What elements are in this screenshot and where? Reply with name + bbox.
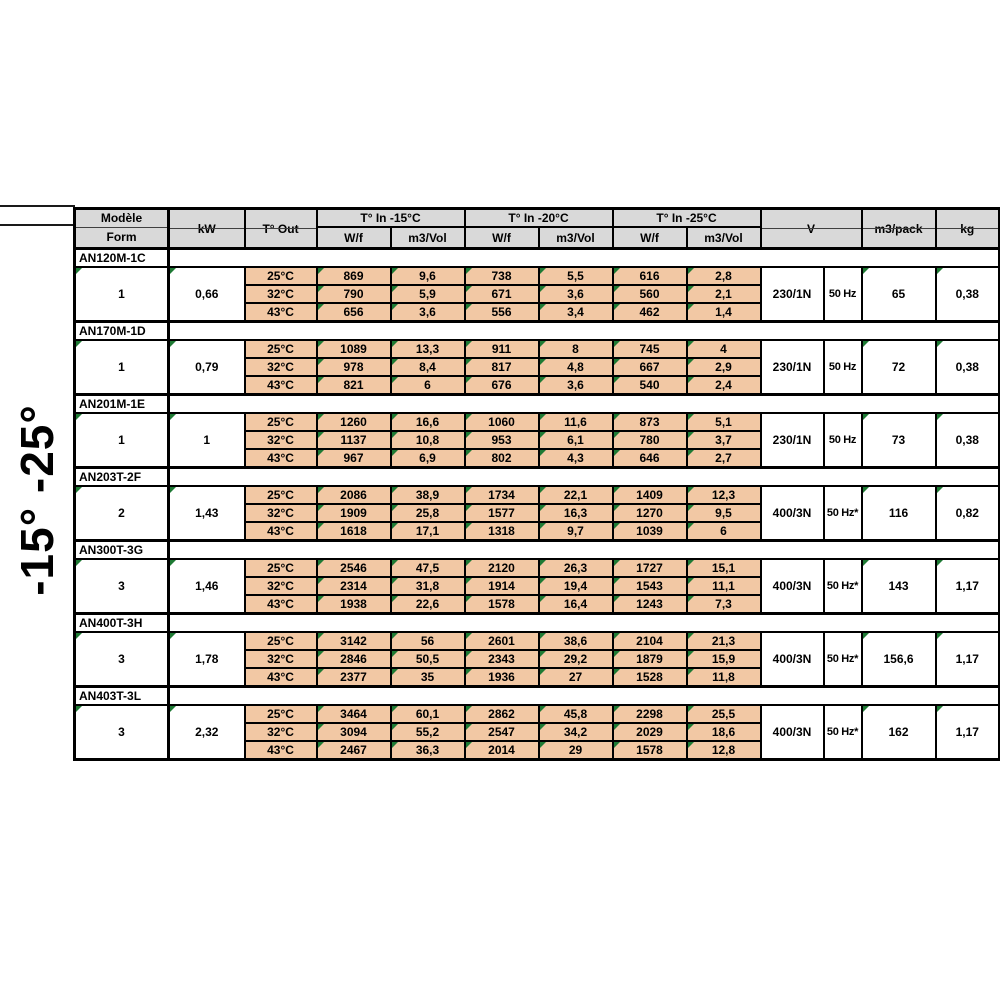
m3pack-cell: 72 xyxy=(862,340,936,395)
value-cell: 738 xyxy=(465,267,539,285)
t-out-cell: 43°C xyxy=(245,303,317,322)
value-cell: 978 xyxy=(317,358,391,376)
data-row xyxy=(75,340,1000,358)
m3pack-cell: 65 xyxy=(862,267,936,322)
value-cell: 18,6 xyxy=(687,723,761,741)
data-row xyxy=(75,632,1000,650)
value-cell: 3,7 xyxy=(687,431,761,449)
value-cell: 1318 xyxy=(465,522,539,541)
value-cell: 2467 xyxy=(317,741,391,760)
value-cell: 6 xyxy=(391,376,465,395)
model-name-filler xyxy=(169,687,1000,706)
t-out-cell: 25°C xyxy=(245,486,317,504)
value-cell: 1578 xyxy=(465,595,539,614)
value-cell: 790 xyxy=(317,285,391,303)
t-out-cell: 32°C xyxy=(245,650,317,668)
value-cell: 35 xyxy=(391,668,465,687)
value-cell: 38,9 xyxy=(391,486,465,504)
value-cell: 3094 xyxy=(317,723,391,741)
value-cell: 3,6 xyxy=(391,303,465,322)
model-name-cell: AN203T-2F xyxy=(75,468,169,487)
model-section xyxy=(75,614,1000,687)
frequency-cell: 50 Hz* xyxy=(824,705,862,760)
m3pack-cell: 73 xyxy=(862,413,936,468)
t-out-cell: 25°C xyxy=(245,559,317,577)
kw-cell: 0,79 xyxy=(169,340,245,395)
value-cell: 11,8 xyxy=(687,668,761,687)
kw-cell: 1 xyxy=(169,413,245,468)
value-cell: 1,4 xyxy=(687,303,761,322)
value-cell: 911 xyxy=(465,340,539,358)
data-row xyxy=(75,413,1000,431)
data-row xyxy=(75,267,1000,285)
value-cell: 47,5 xyxy=(391,559,465,577)
m3pack-cell: 116 xyxy=(862,486,936,541)
value-cell: 2377 xyxy=(317,668,391,687)
value-cell: 5,5 xyxy=(539,267,613,285)
value-cell: 9,5 xyxy=(687,504,761,522)
value-cell: 2601 xyxy=(465,632,539,650)
value-cell: 5,9 xyxy=(391,285,465,303)
value-cell: 676 xyxy=(465,376,539,395)
t-out-cell: 32°C xyxy=(245,504,317,522)
value-cell: 2314 xyxy=(317,577,391,595)
form-cell: 2 xyxy=(75,486,169,541)
value-cell: 2086 xyxy=(317,486,391,504)
t-out-cell: 25°C xyxy=(245,340,317,358)
t-out-cell: 25°C xyxy=(245,267,317,285)
header-gridline-stub-top xyxy=(0,205,75,207)
value-cell: 10,8 xyxy=(391,431,465,449)
value-cell: 11,1 xyxy=(687,577,761,595)
model-section xyxy=(75,687,1000,760)
value-cell: 26,3 xyxy=(539,559,613,577)
data-row xyxy=(75,705,1000,723)
value-cell: 22,6 xyxy=(391,595,465,614)
t-out-cell: 43°C xyxy=(245,449,317,468)
value-cell: 1578 xyxy=(613,741,687,760)
frequency-cell: 50 Hz* xyxy=(824,486,862,541)
value-cell: 1543 xyxy=(613,577,687,595)
value-cell: 1270 xyxy=(613,504,687,522)
value-cell: 4,8 xyxy=(539,358,613,376)
value-cell: 7,3 xyxy=(687,595,761,614)
value-cell: 3464 xyxy=(317,705,391,723)
table-header xyxy=(75,209,1000,249)
t-out-cell: 32°C xyxy=(245,358,317,376)
t-out-cell: 43°C xyxy=(245,595,317,614)
value-cell: 869 xyxy=(317,267,391,285)
model-name-cell: AN400T-3H xyxy=(75,614,169,633)
form-cell: 3 xyxy=(75,632,169,687)
model-name-filler xyxy=(169,395,1000,414)
value-cell: 560 xyxy=(613,285,687,303)
value-cell: 2298 xyxy=(613,705,687,723)
value-cell: 646 xyxy=(613,449,687,468)
value-cell: 16,6 xyxy=(391,413,465,431)
value-cell: 8,4 xyxy=(391,358,465,376)
header-kg: kg xyxy=(936,209,1000,249)
value-cell: 1938 xyxy=(317,595,391,614)
value-cell: 3,4 xyxy=(539,303,613,322)
frequency-cell: 50 Hz xyxy=(824,340,862,395)
value-cell: 9,7 xyxy=(539,522,613,541)
value-cell: 667 xyxy=(613,358,687,376)
value-cell: 1734 xyxy=(465,486,539,504)
model-section xyxy=(75,395,1000,468)
value-cell: 2,8 xyxy=(687,267,761,285)
voltage-cell: 400/3N xyxy=(761,486,824,541)
value-cell: 45,8 xyxy=(539,705,613,723)
value-cell: 25,5 xyxy=(687,705,761,723)
value-cell: 2846 xyxy=(317,650,391,668)
value-cell: 2546 xyxy=(317,559,391,577)
kw-cell: 1,43 xyxy=(169,486,245,541)
value-cell: 12,8 xyxy=(687,741,761,760)
t-out-cell: 25°C xyxy=(245,413,317,431)
value-cell: 1577 xyxy=(465,504,539,522)
t-out-cell: 25°C xyxy=(245,705,317,723)
value-cell: 3,6 xyxy=(539,376,613,395)
model-name-filler xyxy=(169,541,1000,560)
value-cell: 1914 xyxy=(465,577,539,595)
value-cell: 9,6 xyxy=(391,267,465,285)
side-temperature-range-label xyxy=(0,0,73,1000)
header-m3vol-15: m3/Vol xyxy=(391,227,465,249)
kw-cell: 1,78 xyxy=(169,632,245,687)
value-cell: 15,9 xyxy=(687,650,761,668)
t-out-cell: 25°C xyxy=(245,632,317,650)
t-out-cell: 32°C xyxy=(245,285,317,303)
model-name-row xyxy=(75,249,1000,268)
value-cell: 22,1 xyxy=(539,486,613,504)
value-cell: 56 xyxy=(391,632,465,650)
value-cell: 2029 xyxy=(613,723,687,741)
model-name-filler xyxy=(169,614,1000,633)
value-cell: 25,8 xyxy=(391,504,465,522)
value-cell: 13,3 xyxy=(391,340,465,358)
value-cell: 802 xyxy=(465,449,539,468)
value-cell: 821 xyxy=(317,376,391,395)
t-out-cell: 43°C xyxy=(245,741,317,760)
voltage-cell: 230/1N xyxy=(761,413,824,468)
value-cell: 5,1 xyxy=(687,413,761,431)
value-cell: 60,1 xyxy=(391,705,465,723)
model-section xyxy=(75,541,1000,614)
voltage-cell: 400/3N xyxy=(761,705,824,760)
t-out-cell: 43°C xyxy=(245,522,317,541)
model-name-cell: AN300T-3G xyxy=(75,541,169,560)
model-name-cell: AN170M-1D xyxy=(75,322,169,341)
value-cell: 1409 xyxy=(613,486,687,504)
value-cell: 2343 xyxy=(465,650,539,668)
value-cell: 6,1 xyxy=(539,431,613,449)
model-name-filler xyxy=(169,468,1000,487)
form-cell: 1 xyxy=(75,413,169,468)
header-kw: kW xyxy=(169,209,245,249)
value-cell: 1243 xyxy=(613,595,687,614)
t-out-cell: 43°C xyxy=(245,376,317,395)
value-cell: 1936 xyxy=(465,668,539,687)
value-cell: 817 xyxy=(465,358,539,376)
value-cell: 17,1 xyxy=(391,522,465,541)
t-out-cell: 32°C xyxy=(245,577,317,595)
model-section xyxy=(75,322,1000,395)
voltage-cell: 230/1N xyxy=(761,340,824,395)
value-cell: 953 xyxy=(465,431,539,449)
value-cell: 1039 xyxy=(613,522,687,541)
value-cell: 4 xyxy=(687,340,761,358)
voltage-cell: 230/1N xyxy=(761,267,824,322)
frequency-cell: 50 Hz xyxy=(824,413,862,468)
model-name-cell: AN120M-1C xyxy=(75,249,169,268)
header-m3vol-25: m3/Vol xyxy=(687,227,761,249)
value-cell: 16,3 xyxy=(539,504,613,522)
data-row xyxy=(75,559,1000,577)
header-v: V xyxy=(761,209,862,249)
kw-cell: 2,32 xyxy=(169,705,245,760)
value-cell: 556 xyxy=(465,303,539,322)
value-cell: 19,4 xyxy=(539,577,613,595)
value-cell: 1618 xyxy=(317,522,391,541)
form-cell: 1 xyxy=(75,340,169,395)
value-cell: 2014 xyxy=(465,741,539,760)
header-form: Form xyxy=(75,227,169,249)
header-m3vol-20: m3/Vol xyxy=(539,227,613,249)
kg-cell: 0,38 xyxy=(936,267,1000,322)
value-cell: 2,4 xyxy=(687,376,761,395)
value-cell: 745 xyxy=(613,340,687,358)
value-cell: 16,4 xyxy=(539,595,613,614)
frequency-cell: 50 Hz xyxy=(824,267,862,322)
value-cell: 4,3 xyxy=(539,449,613,468)
value-cell: 1879 xyxy=(613,650,687,668)
voltage-cell: 400/3N xyxy=(761,559,824,614)
value-cell: 873 xyxy=(613,413,687,431)
value-cell: 1060 xyxy=(465,413,539,431)
kg-cell: 1,17 xyxy=(936,559,1000,614)
voltage-cell: 400/3N xyxy=(761,632,824,687)
value-cell: 36,3 xyxy=(391,741,465,760)
value-cell: 38,6 xyxy=(539,632,613,650)
model-name-filler xyxy=(169,249,1000,268)
value-cell: 2,9 xyxy=(687,358,761,376)
kw-cell: 0,66 xyxy=(169,267,245,322)
header-wf-15: W/f xyxy=(317,227,391,249)
model-name-filler xyxy=(169,322,1000,341)
value-cell: 21,3 xyxy=(687,632,761,650)
form-cell: 3 xyxy=(75,705,169,760)
value-cell: 34,2 xyxy=(539,723,613,741)
value-cell: 2862 xyxy=(465,705,539,723)
value-cell: 2547 xyxy=(465,723,539,741)
side-temperature-range-text: -15° -25° xyxy=(10,404,63,596)
header-wf-20: W/f xyxy=(465,227,539,249)
value-cell: 2120 xyxy=(465,559,539,577)
kg-cell: 1,17 xyxy=(936,632,1000,687)
value-cell: 1137 xyxy=(317,431,391,449)
value-cell: 15,1 xyxy=(687,559,761,577)
spec-table xyxy=(73,207,1000,761)
value-cell: 8 xyxy=(539,340,613,358)
model-name-cell: AN403T-3L xyxy=(75,687,169,706)
header-gridline-stub-bottom xyxy=(0,224,75,226)
header-t-in-20: T° In -20°C xyxy=(465,209,613,228)
header-t-in-15: T° In -15°C xyxy=(317,209,465,228)
model-name-row xyxy=(75,541,1000,560)
frequency-cell: 50 Hz* xyxy=(824,632,862,687)
kg-cell: 0,82 xyxy=(936,486,1000,541)
value-cell: 1260 xyxy=(317,413,391,431)
value-cell: 671 xyxy=(465,285,539,303)
header-modele: Modèle xyxy=(75,209,169,228)
value-cell: 616 xyxy=(613,267,687,285)
value-cell: 12,3 xyxy=(687,486,761,504)
value-cell: 1909 xyxy=(317,504,391,522)
form-cell: 1 xyxy=(75,267,169,322)
header-t-in-25: T° In -25°C xyxy=(613,209,761,228)
kw-cell: 1,46 xyxy=(169,559,245,614)
value-cell: 540 xyxy=(613,376,687,395)
value-cell: 29 xyxy=(539,741,613,760)
m3pack-cell: 156,6 xyxy=(862,632,936,687)
value-cell: 2,7 xyxy=(687,449,761,468)
value-cell: 3,6 xyxy=(539,285,613,303)
model-name-row xyxy=(75,322,1000,341)
header-wf-25: W/f xyxy=(613,227,687,249)
header-t-out: T° Out xyxy=(245,209,317,249)
model-name-row xyxy=(75,395,1000,414)
model-name-cell: AN201M-1E xyxy=(75,395,169,414)
model-name-row xyxy=(75,614,1000,633)
value-cell: 780 xyxy=(613,431,687,449)
value-cell: 1089 xyxy=(317,340,391,358)
value-cell: 6,9 xyxy=(391,449,465,468)
form-cell: 3 xyxy=(75,559,169,614)
value-cell: 3142 xyxy=(317,632,391,650)
value-cell: 462 xyxy=(613,303,687,322)
value-cell: 2104 xyxy=(613,632,687,650)
data-row xyxy=(75,486,1000,504)
value-cell: 2,1 xyxy=(687,285,761,303)
value-cell: 55,2 xyxy=(391,723,465,741)
value-cell: 6 xyxy=(687,522,761,541)
value-cell: 27 xyxy=(539,668,613,687)
kg-cell: 0,38 xyxy=(936,340,1000,395)
value-cell: 50,5 xyxy=(391,650,465,668)
m3pack-cell: 143 xyxy=(862,559,936,614)
kg-cell: 1,17 xyxy=(936,705,1000,760)
model-section xyxy=(75,468,1000,541)
value-cell: 11,6 xyxy=(539,413,613,431)
value-cell: 1528 xyxy=(613,668,687,687)
value-cell: 1727 xyxy=(613,559,687,577)
t-out-cell: 43°C xyxy=(245,668,317,687)
t-out-cell: 32°C xyxy=(245,723,317,741)
value-cell: 29,2 xyxy=(539,650,613,668)
value-cell: 31,8 xyxy=(391,577,465,595)
model-name-row xyxy=(75,687,1000,706)
model-name-row xyxy=(75,468,1000,487)
model-section xyxy=(75,249,1000,322)
frequency-cell: 50 Hz* xyxy=(824,559,862,614)
value-cell: 967 xyxy=(317,449,391,468)
kg-cell: 0,38 xyxy=(936,413,1000,468)
value-cell: 656 xyxy=(317,303,391,322)
m3pack-cell: 162 xyxy=(862,705,936,760)
header-m3pack: m3/pack xyxy=(862,209,936,249)
t-out-cell: 32°C xyxy=(245,431,317,449)
